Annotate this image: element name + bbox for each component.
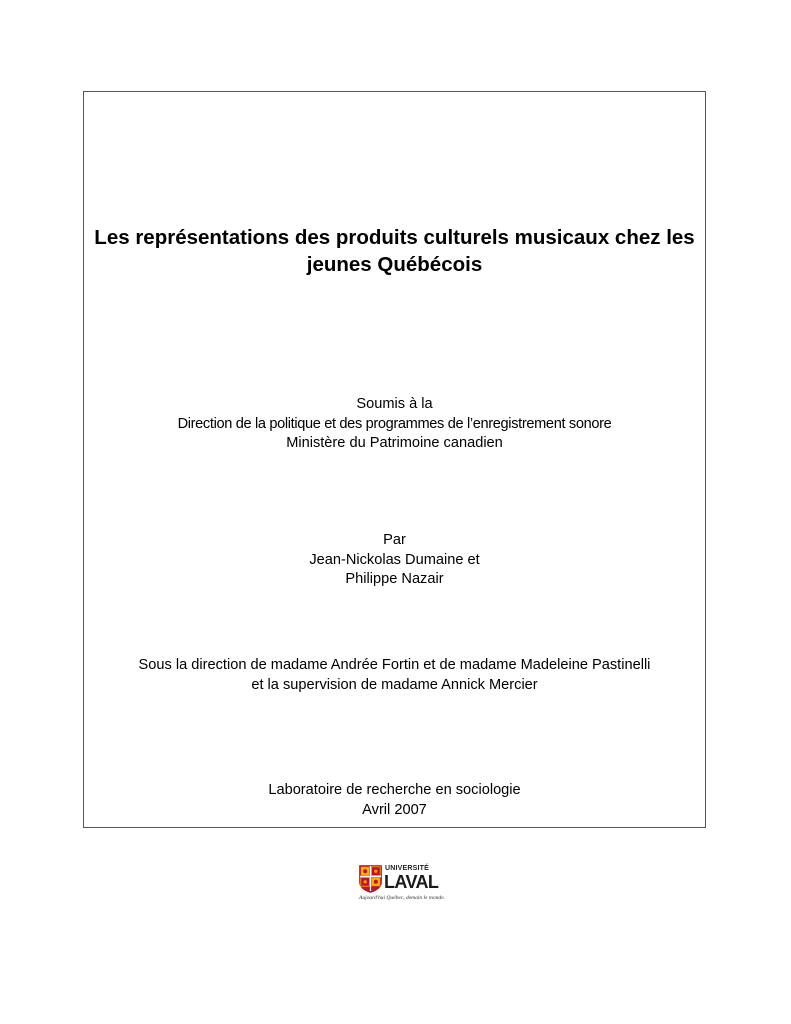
shield-emblem-2 bbox=[374, 880, 378, 884]
title-line-1: Les représentations des produits culturels musicaux chez les bbox=[94, 226, 695, 249]
submitted-line-3: Ministère du Patrimoine canadien bbox=[286, 435, 503, 451]
submitted-line-1: Soumis à la bbox=[356, 396, 433, 412]
title-line-2: jeunes Québécois bbox=[306, 253, 483, 276]
cover-frame bbox=[83, 91, 706, 828]
byline-label: Par bbox=[383, 532, 406, 548]
submitted-line-2: Direction de la politique et des programmes de l’enregistrement sonore bbox=[177, 415, 612, 432]
publication-date: Avril 2007 bbox=[362, 801, 427, 818]
logo-universite-text: UNIVERSITÉ bbox=[385, 865, 430, 872]
direction-line-1: Sous la direction de madame Andrée Fortin et de madame Madeleine Pastinelli bbox=[138, 657, 651, 673]
authors-block bbox=[84, 531, 705, 590]
lab-name: Laboratoire de recherche en sociologie bbox=[268, 782, 521, 798]
submitted-to-block bbox=[84, 395, 705, 454]
shield-emblem-4 bbox=[364, 880, 367, 883]
supervision-block bbox=[84, 656, 705, 695]
author-1: Jean-Nickolas Dumaine et bbox=[309, 551, 480, 568]
document-title bbox=[84, 224, 705, 278]
universite-laval-logo bbox=[359, 865, 445, 905]
direction-line-2: et la supervision de madame Annick Mercier bbox=[251, 676, 538, 693]
author-2: Philippe Nazair bbox=[345, 571, 444, 587]
logo-tagline: Aujourd'hui Québec, demain le monde. bbox=[359, 895, 445, 901]
shield-emblem-3 bbox=[374, 870, 377, 873]
logo-laval-text: LAVAL bbox=[384, 872, 439, 892]
laval-shield-icon bbox=[359, 865, 382, 893]
shield-emblem-1 bbox=[363, 869, 367, 873]
lab-block bbox=[84, 781, 705, 820]
